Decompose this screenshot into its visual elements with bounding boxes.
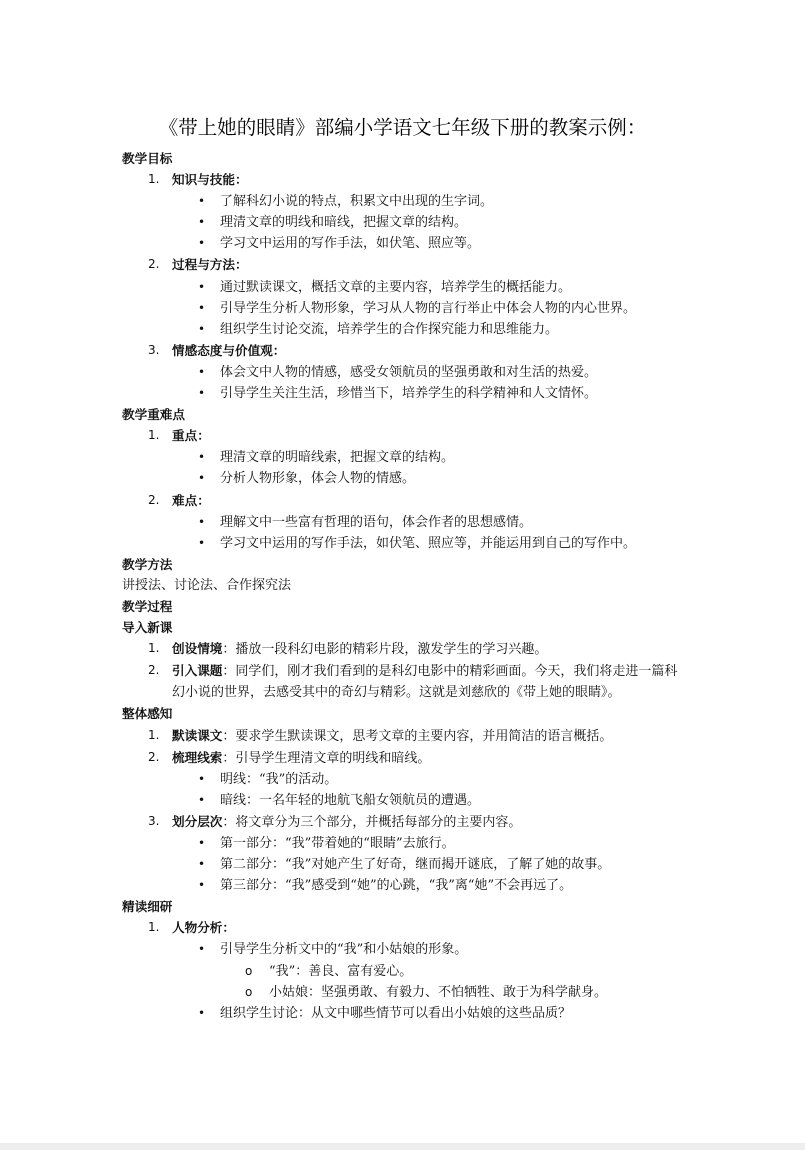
list-item	[122, 917, 682, 939]
list-item	[122, 747, 682, 769]
bullet-item	[122, 319, 682, 340]
section-heading-methods: 教学方法	[122, 556, 173, 572]
list-item	[122, 490, 682, 512]
section-heading-overall: 整体感知	[122, 706, 173, 722]
item-text: ：同学们，刚才我们看到的是科幻电影中的精彩画面。今天，我们将走进一篇科幻小说的世界，去感受其中的奇幻与精彩。这就是刘慈欣的《带上她的眼睛》。	[172, 664, 678, 701]
item-number: 3.	[148, 342, 160, 357]
bullet-icon: •	[198, 535, 206, 550]
bullet-icon: •	[198, 857, 206, 872]
bullet-item	[122, 833, 682, 854]
bullet-text: 引导学生关注生活，珍惜当下，培养学生的科学精神和人文情怀。	[220, 386, 598, 402]
item-number: 2.	[148, 492, 160, 507]
methods-text: 讲授法、讨论法、合作探究法	[122, 577, 292, 593]
bullet-item	[122, 854, 682, 875]
bullet-icon: •	[198, 450, 206, 465]
bullet-icon: •	[198, 878, 206, 893]
item-label: 引入课题	[172, 663, 223, 679]
bullet-icon: •	[198, 942, 206, 957]
bullet-item	[122, 533, 682, 554]
section-heading-process: 教学过程	[122, 598, 173, 614]
bullet-icon: •	[198, 321, 206, 336]
item-label: 知识与技能：	[172, 172, 248, 188]
section-heading-goals: 教学目标	[122, 151, 173, 166]
sub-bullet-item	[122, 961, 682, 982]
bullet-text: 引导学生分析人物形象，学习从人物的言行举止中体会人物的内心世界。	[220, 300, 637, 316]
bullet-text: 组织学生讨论：从文中哪些情节可以看出小姑娘的这些品质？	[220, 1005, 572, 1021]
page-bottom-edge	[0, 1143, 805, 1150]
bullet-icon: •	[198, 771, 206, 786]
bullet-icon: •	[198, 1005, 206, 1020]
list-item	[122, 638, 682, 660]
section-heading-close-reading: 精读细研	[122, 899, 173, 915]
item-label: 创设情境	[172, 641, 223, 657]
list-item	[122, 660, 682, 703]
bullet-icon: •	[198, 471, 206, 486]
bullet-text: 学习文中运用的写作手法，如伏笔、照应等，并能运用到自己的写作中。	[220, 535, 637, 551]
item-label: 重点：	[172, 428, 210, 444]
item-number: 1.	[148, 920, 160, 935]
item-label: 划分层次	[172, 813, 223, 829]
item-number: 1.	[148, 428, 160, 443]
item-number: 2.	[148, 257, 160, 272]
bullet-text: 通过默读课文，概括文章的主要内容，培养学生的概括能力。	[220, 279, 572, 295]
item-label: 情感态度与价值观：	[172, 342, 286, 358]
bullet-item	[122, 939, 682, 960]
bullet-icon: •	[198, 364, 206, 379]
list-item	[122, 254, 682, 276]
item-number: 1.	[148, 727, 160, 742]
bullet-icon: •	[198, 792, 206, 807]
item-text: ：引导学生理清文章的明线和暗线。	[222, 750, 431, 766]
bullet-text: 第三部分：“我”感受到“她”的心跳，“我”离“她”不会再远了。	[220, 878, 573, 894]
bullet-text: 第二部分：“我”对她产生了好奇，继而揭开谜底，了解了她的故事。	[220, 857, 611, 873]
bullet-icon: •	[198, 386, 206, 401]
bullet-icon: •	[198, 279, 206, 294]
bullet-text: 体会文中人物的情感，感受女领航员的坚强勇敢和对生活的热爱。	[220, 364, 598, 380]
bullet-item	[122, 875, 682, 896]
bullet-icon: •	[198, 236, 206, 251]
bullet-item	[122, 233, 682, 254]
list-item	[122, 425, 682, 447]
item-label: 梳理线索	[172, 749, 223, 765]
bullet-text: 分析人物形象，体会人物的情感。	[220, 471, 416, 487]
bullet-item	[122, 512, 682, 533]
item-label: 默读课文	[172, 727, 223, 743]
item-number: 1.	[148, 641, 160, 656]
bullet-icon: •	[198, 300, 206, 315]
bullet-item	[122, 447, 682, 468]
bullet-item	[122, 383, 682, 404]
bullet-icon: •	[198, 194, 206, 209]
circle-bullet-icon: o	[245, 963, 253, 978]
section-heading-intro: 导入新课	[122, 620, 173, 636]
bullet-text: 明线：“我”的活动。	[220, 771, 338, 787]
bullet-item	[122, 468, 682, 489]
document-title: 《带上她的眼睛》部编小学语文七年级下册的教案示例：	[158, 116, 647, 139]
item-number: 1.	[148, 172, 160, 187]
bullet-item	[122, 191, 682, 212]
list-item	[122, 169, 682, 191]
sub-bullet-text: 小姑娘：坚强勇敢、有毅力、不怕牺牲、敢于为科学献身。	[269, 984, 608, 1000]
item-text: ：将文章分为三个部分，并概括每部分的主要内容。	[222, 814, 522, 830]
document-body	[122, 148, 682, 1024]
item-text: ：播放一段科幻电影的精彩片段，激发学生的学习兴趣。	[222, 642, 548, 658]
bullet-item	[122, 1003, 682, 1024]
bullet-item	[122, 212, 682, 233]
bullet-item	[122, 298, 682, 319]
item-text: ：要求学生默读课文，思考文章的主要内容，并用简洁的语言概括。	[222, 728, 613, 744]
bullet-text: 组织学生讨论交流，培养学生的合作探究能力和思维能力。	[220, 321, 559, 337]
bullet-text: 了解科幻小说的特点，积累文中出现的生字词。	[220, 194, 494, 210]
item-label: 人物分析：	[172, 920, 235, 936]
item-label: 难点：	[172, 492, 210, 508]
section-heading-keypoints: 教学重难点	[122, 407, 185, 423]
bullet-text: 第一部分：“我”带着她的“眼睛”去旅行。	[220, 836, 455, 851]
circle-bullet-icon: o	[245, 984, 253, 999]
bullet-item	[122, 362, 682, 383]
bullet-icon: •	[198, 836, 206, 850]
bullet-text: 理清文章的明线和暗线，把握文章的结构。	[220, 215, 468, 231]
list-item	[122, 725, 682, 747]
bullet-item	[122, 790, 682, 811]
list-item	[122, 340, 682, 362]
bullet-item	[122, 769, 682, 790]
bullet-item	[122, 277, 682, 298]
sub-bullet-item	[122, 982, 682, 1003]
item-number: 2.	[148, 663, 160, 678]
bullet-text: 引导学生分析文中的“我”和小姑娘的形象。	[220, 942, 468, 958]
sub-bullet-text: “我”：善良、富有爱心。	[269, 963, 413, 979]
bullet-text: 理解文中一些富有哲理的语句，体会作者的思想感情。	[220, 514, 533, 530]
bullet-text: 学习文中运用的写作手法，如伏笔、照应等。	[220, 236, 481, 252]
list-item	[122, 811, 682, 833]
bullet-text: 理清文章的明暗线索，把握文章的结构。	[220, 450, 455, 466]
bullet-icon: •	[198, 514, 206, 529]
item-number: 2.	[148, 749, 160, 764]
item-number: 3.	[148, 813, 160, 828]
bullet-text: 暗线：一名年轻的地航飞船女领航员的遭遇。	[220, 792, 481, 808]
item-label: 过程与方法：	[172, 257, 248, 273]
bullet-icon: •	[198, 215, 206, 230]
